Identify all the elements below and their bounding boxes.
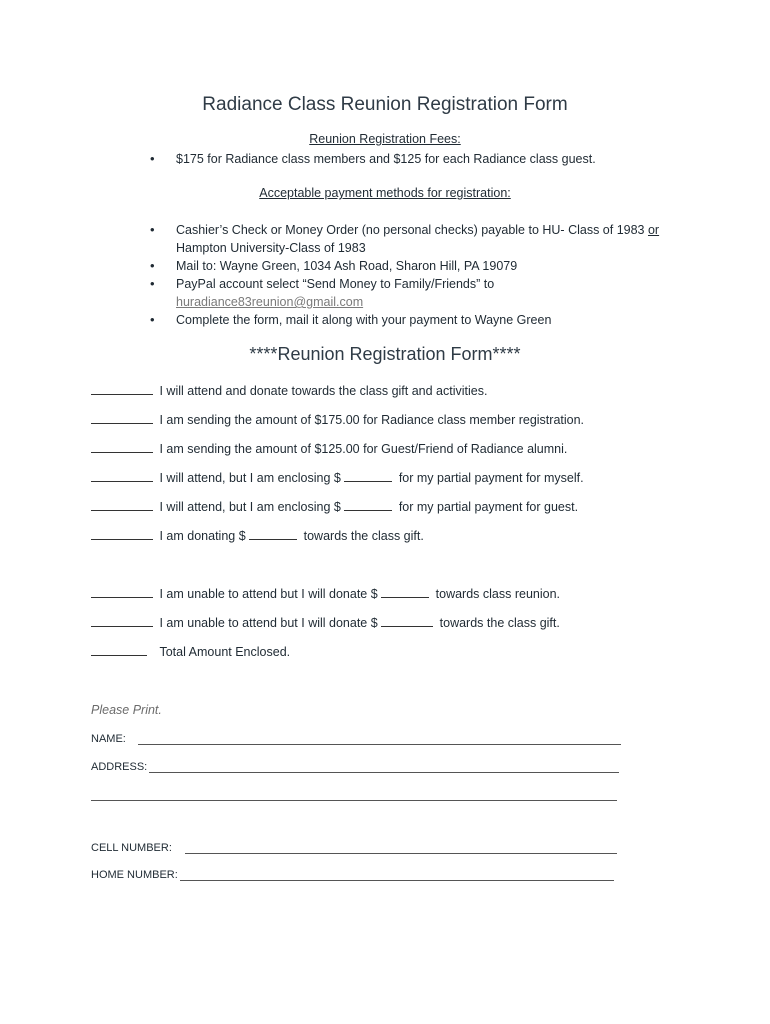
- option-partial-self: [91, 470, 584, 485]
- option-unable-donate-gift: [91, 615, 560, 630]
- option-text-end: towards class reunion.: [435, 587, 561, 601]
- payment-heading: Acceptable payment methods for registration:: [259, 186, 511, 200]
- fees-item: • $175 for Radiance class members and $125 for each Radiance class guest.: [150, 150, 670, 168]
- address-input-line[interactable]: [149, 772, 619, 773]
- please-print-note: Please Print.: [91, 703, 162, 717]
- option-text: I will attend and donate towards the class gift and activities.: [159, 384, 488, 398]
- option-guest-registration: [91, 441, 567, 456]
- option-text-end: towards the class gift.: [303, 529, 424, 543]
- option-donate-gift: [91, 528, 424, 543]
- amount-blank[interactable]: [381, 615, 433, 627]
- option-text: I am sending the amount of $125.00 for Guest/Friend of Radiance alumni.: [159, 442, 568, 456]
- amount-blank[interactable]: [249, 528, 297, 540]
- payment-item-mail: [150, 257, 670, 275]
- payment-item-complete: • Complete the form, mail it along with your payment to Wayne Green: [150, 311, 670, 329]
- option-text: I am sending the amount of $175.00 for Radiance class member registration.: [159, 413, 585, 427]
- option-unable-donate-reunion: [91, 586, 560, 601]
- home-number-label: HOME NUMBER:: [91, 869, 178, 881]
- option-blank[interactable]: [91, 528, 153, 540]
- option-blank[interactable]: [91, 586, 153, 598]
- name-label: NAME:: [91, 733, 126, 745]
- cashier-or: or: [647, 223, 660, 237]
- option-text: I am unable to attend but I will donate $: [159, 587, 378, 601]
- total-blank[interactable]: [91, 644, 147, 656]
- option-attend-donate: [91, 383, 487, 398]
- cashier-payee: Hampton University-Class of 1983: [176, 241, 366, 255]
- option-blank[interactable]: [91, 499, 153, 511]
- section-heading: ****Reunion Registration Form****: [249, 344, 521, 364]
- option-text: I will attend, but I am enclosing $: [159, 471, 341, 485]
- payment-methods-list: [150, 221, 670, 329]
- cashier-text: Cashier’s Check or Money Order (no personal checks) payable to HU- Class of 1983: [176, 223, 648, 237]
- fees-heading: Reunion Registration Fees:: [309, 132, 461, 146]
- option-text: I am donating $: [159, 529, 246, 543]
- option-blank[interactable]: [91, 615, 153, 627]
- address-input-line-2[interactable]: [91, 800, 617, 801]
- fees-list: [150, 150, 670, 168]
- mail-label: Mail to:: [176, 259, 220, 273]
- home-number-input-line[interactable]: [180, 880, 614, 881]
- form-title: Radiance Class Reunion Registration Form: [202, 94, 568, 115]
- address-label: ADDRESS:: [91, 761, 148, 773]
- option-blank[interactable]: [91, 412, 153, 424]
- option-blank[interactable]: [91, 470, 153, 482]
- option-text: I am unable to attend but I will donate $: [159, 616, 378, 630]
- total-period: .: [286, 645, 291, 659]
- option-text: I will attend, but I am enclosing $: [159, 500, 341, 514]
- payment-item-paypal: [150, 275, 670, 311]
- name-input-line[interactable]: [138, 744, 621, 745]
- amount-blank[interactable]: [344, 499, 392, 511]
- option-partial-guest: [91, 499, 578, 514]
- paypal-text: PayPal account select “Send Money to Family/Friends” to: [176, 277, 495, 291]
- option-blank[interactable]: [91, 383, 153, 395]
- amount-blank[interactable]: [344, 470, 392, 482]
- total-label: Total Amount Enclosed: [159, 645, 287, 659]
- total-amount-row: [91, 644, 290, 659]
- mail-address: Wayne Green, 1034 Ash Road, Sharon Hill, PA 19079: [219, 259, 518, 273]
- amount-blank[interactable]: [381, 586, 429, 598]
- option-text-end: for my partial payment for myself.: [398, 471, 584, 485]
- cell-number-label: CELL NUMBER:: [91, 842, 172, 854]
- option-member-registration: [91, 412, 584, 427]
- option-blank[interactable]: [91, 441, 153, 453]
- option-text-end: towards the class gift.: [439, 616, 560, 630]
- cell-number-input-line[interactable]: [185, 853, 617, 854]
- paypal-email-link[interactable]: huradiance83reunion@gmail.com: [176, 295, 364, 309]
- option-text-end: for my partial payment for guest.: [398, 500, 579, 514]
- payment-item-cashier: [150, 221, 670, 257]
